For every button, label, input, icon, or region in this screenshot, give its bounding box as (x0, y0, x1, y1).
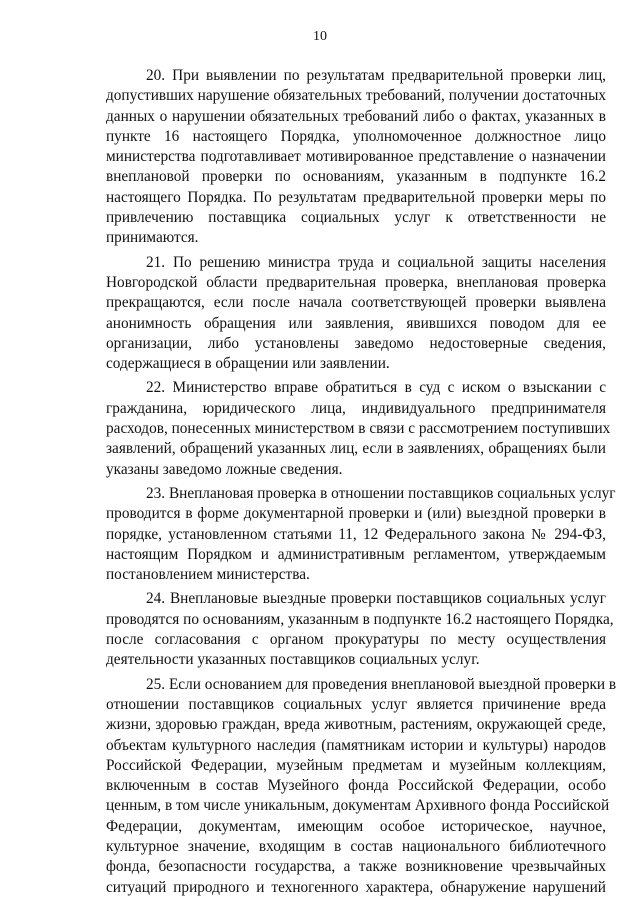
paragraph-20 (106, 66, 606, 249)
paragraph-line: включенным в состав Музейного фонда Российской Федерации, особо (106, 777, 606, 795)
paragraph-line: министерства подготавливает мотивированное представление о назначении (106, 148, 606, 166)
paragraph-line: привлечению поставщика социальных услуг к ответственности не (106, 209, 606, 227)
paragraph-21 (106, 253, 606, 375)
paragraph-23 (106, 484, 616, 585)
paragraph-line: содержащиеся в обращении или заявлении. (106, 355, 390, 373)
paragraph-line: заявлений, обращений указанных лиц, если в заявлениях, обращениях были (106, 440, 606, 458)
paragraph-line: ситуаций природного и техногенного характера, обнаружение нарушений (106, 878, 606, 896)
page-number: 10 (313, 29, 327, 44)
paragraph-line: Новгородской области предварительная проверка, внеплановая проверка (106, 273, 606, 291)
paragraph-line: настоящего Порядка. По результатам предварительной проверки меры по (106, 188, 606, 206)
paragraph-24 (106, 589, 614, 670)
paragraph-line: Российской Федерации, музейным предметам и музейным коллекциям, (106, 756, 606, 774)
paragraph-line: проводится в форме документарной проверки и (или) выездной проверки в (106, 505, 606, 523)
paragraph-line: расходов, понесенных министерством в связи с рассмотрением поступивших (106, 420, 611, 438)
paragraph-25 (106, 675, 617, 898)
paragraph-line: принимаются. (106, 229, 199, 247)
paragraph-line: настоящим Порядком и административным регламентом, утверждаемым (106, 545, 606, 563)
paragraph-22 (106, 378, 611, 479)
paragraph-line: прекращаются, если после начала соответствующей проверки выявлена (106, 294, 606, 312)
paragraph-line: указаны заведомо ложные сведения. (106, 460, 343, 478)
paragraph-line: отношении поставщиков социальных услуг является причинение вреда (106, 695, 606, 713)
paragraph-line: 25. Если основанием для проведения внеплановой выездной проверки в (146, 675, 617, 693)
paragraph-line: допустивших нарушение обязательных требований, получении достаточных (106, 87, 606, 105)
paragraph-line: 21. По решению министра труда и социальной защиты населения (146, 253, 606, 271)
document-body (106, 66, 617, 902)
paragraph-line: после согласования с органом прокуратуры по месту осуществления (106, 631, 606, 649)
paragraph-line: культурное значение, входящим в состав национального библиотечного (106, 837, 606, 855)
paragraph-line: проводятся по основаниям, указанным в подпункте 16.2 настоящего Порядка, (106, 610, 614, 628)
paragraph-line: 24. Внеплановые выездные проверки поставщиков социальных услуг (146, 590, 606, 608)
paragraph-line: анонимность обращения или заявления, явившихся поводом для ее (106, 314, 606, 332)
paragraph-line: данных о нарушении обязательных требований либо о фактах, указанных в (106, 107, 606, 125)
paragraph-line: 23. Внеплановая проверка в отношении поставщиков социальных услуг (146, 484, 616, 502)
paragraph-line: порядке, установленном статьями 11, 12 Федерального закона № 294-ФЗ, (106, 525, 606, 543)
paragraph-line: организации, либо установлены заведомо недостоверные сведения, (106, 334, 606, 352)
paragraph-line: гражданина, юридического лица, индивидуального предпринимателя (106, 399, 606, 417)
paragraph-line: фонда, безопасности государства, а также возникновение чрезвычайных (106, 858, 606, 876)
paragraph-line: внеплановой проверки по основаниям, указанным в подпункте 16.2 (106, 168, 606, 186)
paragraph-line: 22. Министерство вправе обратиться в суд с иском о взыскании с (146, 379, 606, 397)
paragraph-line: пункте 16 настоящего Порядка, уполномоченное должностное лицо (106, 127, 606, 145)
paragraph-line: 20. При выявлении по результатам предварительной проверки лиц, (146, 67, 606, 84)
paragraph-line: Федерации, документам, имеющим особое историческое, научное, (106, 817, 606, 835)
paragraph-line: объектам культурного наследия (памятникам истории и культуры) народов (106, 736, 606, 754)
paragraph-line: деятельности указанных поставщиков социальных услуг. (106, 651, 480, 669)
paragraph-line: ценным, в том числе уникальным, документам Архивного фонда Российской (106, 797, 610, 815)
paragraph-line: жизни, здоровью граждан, вреда животным, растениям, окружающей среде, (106, 716, 606, 734)
paragraph-line: постановлением министерства. (106, 566, 310, 584)
